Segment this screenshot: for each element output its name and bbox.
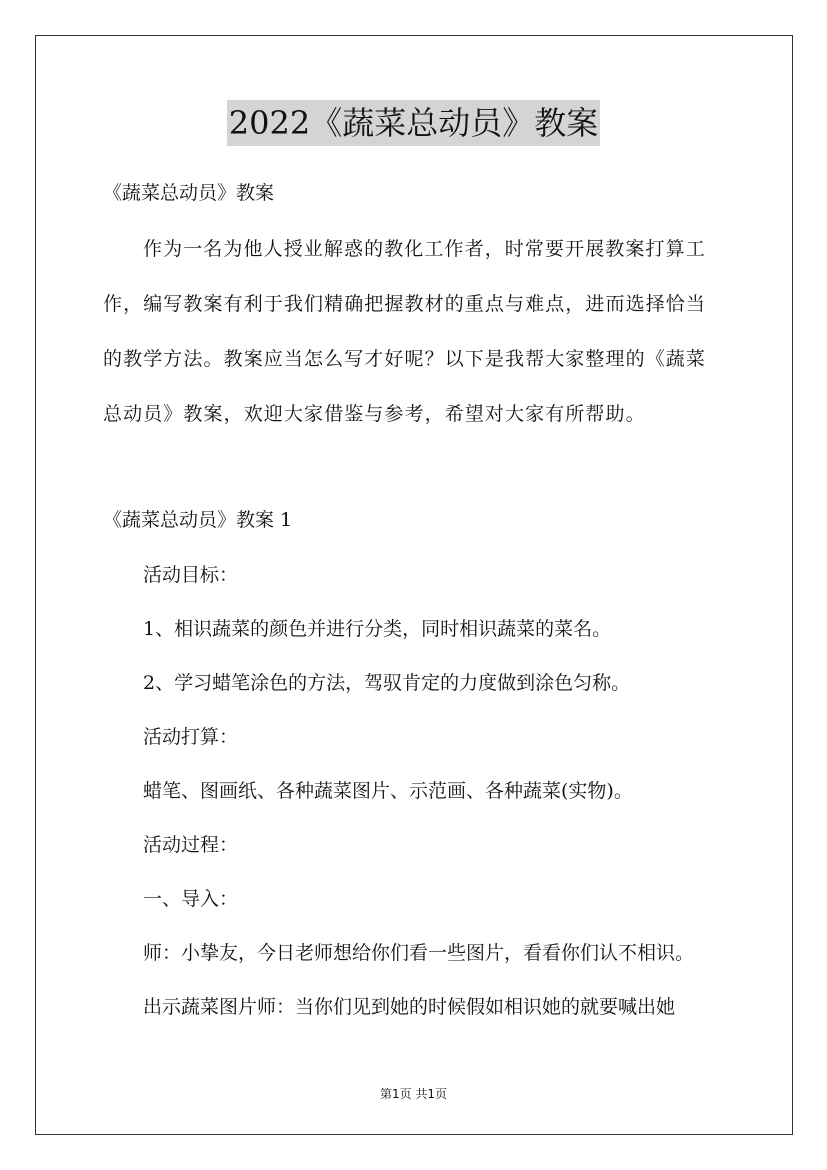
body-line-2: 1、相识蔬菜的颜色并进行分类，同时相识蔬菜的菜名。: [143, 618, 612, 640]
body-line-9: 出示蔬菜图片师：当你们见到她的时候假如相识她的就要喊出她: [143, 996, 676, 1018]
document-subtitle: 《蔬菜总动员》教案: [103, 182, 275, 204]
body-line-7: 一、导入：: [143, 888, 239, 910]
intro-line-3: 的教学方法。教案应当怎么写才好呢？以下是我帮大家整理的《蔬菜: [103, 348, 707, 370]
body-line-8: 师：小挚友，今日老师想给你们看一些图片，看看你们认不相识。: [143, 942, 695, 964]
intro-line-4: 总动员》教案，欢迎大家借鉴与参考，希望对大家有所帮助。: [103, 403, 646, 425]
body-line-6: 活动过程：: [143, 834, 239, 856]
intro-line-1: 作为一名为他人授业解惑的教化工作者，时常要开展教案打算工: [143, 238, 706, 260]
intro-line-2: 作，编写教案有利于我们精确把握教材的重点与难点，进而选择恰当: [103, 293, 707, 315]
body-line-1: 活动目标：: [143, 564, 239, 586]
document-title: 2022《蔬菜总动员》教案: [227, 100, 600, 146]
body-line-4: 活动打算：: [143, 726, 239, 748]
body-line-5: 蜡笔、图画纸、各种蔬菜图片、示范画、各种蔬菜(实物)。: [143, 780, 633, 802]
section-heading: 《蔬菜总动员》教案 1: [103, 509, 293, 531]
body-line-3: 2、学习蜡笔涂色的方法，驾驭肯定的力度做到涂色匀称。: [143, 672, 631, 694]
page-number: 第1页 共1页: [379, 1087, 448, 1101]
